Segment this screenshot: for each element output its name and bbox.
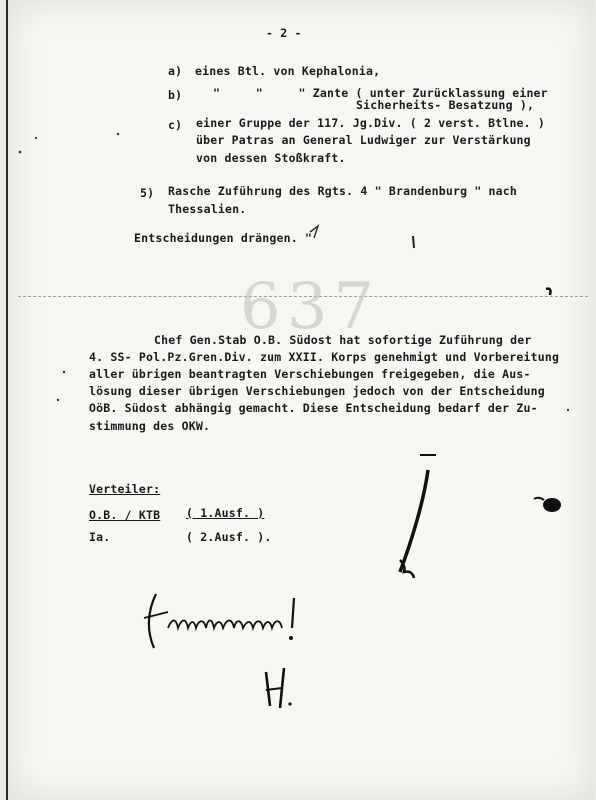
point-5-label: 5)	[140, 186, 155, 200]
corner-mark	[546, 289, 551, 295]
handwritten-approval	[144, 594, 294, 648]
speck	[19, 151, 22, 154]
item-b-label: b)	[168, 88, 183, 102]
pencil-stroke	[413, 236, 414, 248]
distribution-copy-1: ( 1.Ausf. )	[186, 506, 265, 520]
item-c-label: c)	[168, 118, 183, 132]
speck	[57, 399, 59, 401]
distribution-recipient-2: Ia.	[89, 530, 111, 544]
paragraph-line-6: stimmung des OKW.	[89, 419, 211, 433]
initial-h	[266, 668, 292, 708]
closing-line: Entscheidungen drängen. "	[134, 231, 313, 245]
distribution-recipient-1: O.B. / KTB	[89, 508, 161, 522]
tick-mark	[310, 226, 318, 238]
paragraph-line-1: Chef Gen.Stab O.B. Südost hat sofortige Zuführung der	[154, 333, 532, 347]
paragraph-line-5: OöB. Südost abhängig gemacht. Diese Entscheidung bedarf der Zu-	[89, 401, 538, 415]
item-c-text-3: von dessen Stoßkraft.	[196, 151, 346, 165]
item-c-text-2: über Patras an General Ludwiger zur Verstärkung	[196, 133, 531, 147]
speck	[63, 371, 65, 373]
item-b-text-2: Sicherheits- Besatzung ),	[356, 98, 535, 112]
item-c-text: einer Gruppe der 117. Jg.Div. ( 2 verst. Btlne. )	[196, 116, 546, 130]
item-b-text: " " " Zante ( unter Zurücklassung einer	[213, 86, 548, 100]
point-5-line-1: Rasche Zuführung des Rgts. 4 " Brandenburg " nach	[168, 184, 518, 198]
paragraph-line-3: aller übrigen beantragten Verschiebungen freigegeben, die Aus-	[89, 367, 531, 381]
speck	[117, 133, 119, 135]
point-5-line-2: Thessalien.	[168, 202, 247, 216]
speck	[35, 137, 37, 139]
distribution-heading: Verteiler:	[89, 482, 161, 496]
paragraph-line-2: 4. SS- Pol.Pz.Gren.Div. zum XXII. Korps genehmigt und Vorbereitung	[89, 350, 560, 364]
document-page	[6, 0, 594, 800]
paragraph-line-4: lösung dieser übrigen Verschiebungen jedoch von der Entscheidung	[89, 384, 545, 398]
item-a-text: eines Btl. von Kephalonia,	[195, 64, 381, 78]
ink-blot	[534, 498, 561, 512]
handwriting-layer	[8, 0, 594, 800]
initial-k-signature	[400, 455, 436, 578]
speck	[567, 409, 569, 411]
item-a-label: a)	[168, 64, 183, 78]
page-number: - 2 -	[266, 26, 302, 40]
distribution-copy-2: ( 2.Ausf. ).	[186, 530, 272, 544]
faded-stamp: 637	[240, 270, 381, 344]
